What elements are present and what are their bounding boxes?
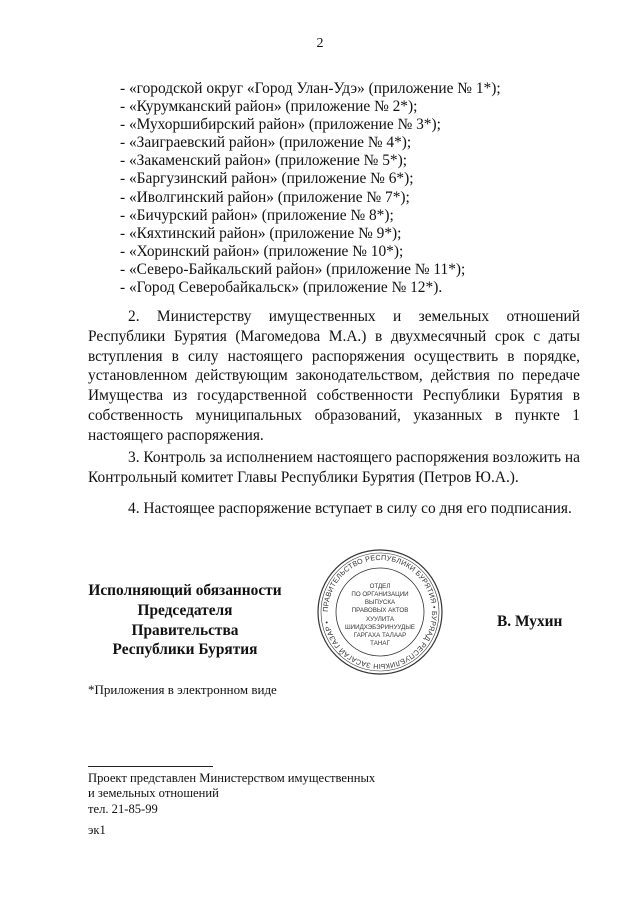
attachments-note: *Приложения в электронном виде	[88, 682, 277, 697]
seal-inner-line: ХУУЛИТА	[366, 616, 394, 623]
seal-inner-line: ТАНАГ	[370, 640, 390, 647]
signatory-name: В. Мухин	[497, 613, 563, 630]
footer-divider	[88, 766, 213, 767]
list-item: - «Мухоршибирский район» (приложение № 3*);	[120, 116, 441, 134]
list-item: - «Кяхтинский район» (приложение № 9*);	[120, 224, 402, 242]
list-item: - «Бичурский район» (приложение № 8*);	[120, 206, 394, 224]
paragraph-4: 4. Настоящее распоряжение вступает в силу со дня его подписания.	[128, 500, 572, 517]
page-number: 2	[316, 36, 324, 51]
seal-inner-line: ОТДЕЛ	[369, 583, 391, 590]
signatory-title	[88, 581, 282, 660]
paragraph-2: 2. Министерству имущественных и земельных отношений Республики Бурятия (Магомедова М.А.) в двухмесячный срок с даты вступления в силу настоящего распоряжения осуществить в порядке, установленном действующим законодательством, действия по передаче Имущества из государственной собственности Республики Бурятия в собственность муниципальных образований, указанных в пункте 1 настоящего распоряжения.	[88, 308, 580, 444]
list-item: - «городской округ «Город Улан-Удэ» (приложение № 1*);	[120, 80, 501, 97]
footer	[88, 771, 375, 817]
seal-inner-line: ПО ОРГАНИЗАЦИИ	[351, 591, 409, 598]
list-item: - «Заиграевский район» (приложение № 4*);	[120, 134, 412, 152]
municipality-list	[120, 80, 501, 297]
list-item: - «Баргузинский район» (приложение № 6*);	[120, 170, 414, 188]
footer-phone: тел. 21-85-99	[88, 801, 158, 816]
paragraph-3: 3. Контроль за исполнением настоящего распоряжения возложить на Контрольный комитет Главы Республики Бурятия (Петров Ю.А.).	[88, 449, 580, 486]
list-item: - «Город Северобайкальск» (приложение № 12*).	[120, 279, 443, 297]
seal-inner-line: ГАРГАХА ТАЛААР	[353, 632, 407, 639]
list-item: - «Иволгинский район» (приложение № 7*);	[120, 188, 410, 206]
signatory-title-line: Председателя Правительства	[131, 601, 239, 639]
seal-ring-text: ПРАВИТЕЛЬСТВО РЕСПУБЛИКИ БУРЯТИЯ • БУРЯАД РЕСПУБЛИКЫН ЗАСАГАЙ ГАЗАР •	[320, 552, 440, 672]
list-item: - «Северо-Байкальский район» (приложение № 11*);	[120, 260, 466, 278]
signatory-title-line: Исполняющий обязанности	[88, 582, 282, 599]
seal-inner-line: ШИИДХЭБЭРИНУУДЫЕ	[345, 624, 415, 631]
list-item: - «Закаменский район» (приложение № 5*);	[120, 152, 407, 170]
list-item: - «Хоринский район» (приложение № 10*);	[120, 242, 404, 260]
seal-inner-line: ВЫПУСКА	[364, 599, 396, 606]
official-seal	[316, 548, 444, 676]
list-item: - «Курумканский район» (приложение № 2*);	[120, 98, 418, 116]
seal-inner-line: ПРАВОВЫХ АКТОВ	[351, 607, 409, 614]
document-code: эк1	[88, 823, 106, 837]
signatory-title-line: Республики Бурятия	[112, 641, 258, 659]
footer-line: и земельных отношений	[88, 786, 219, 801]
footer-line: Проект представлен Министерством имущественных	[88, 771, 376, 785]
